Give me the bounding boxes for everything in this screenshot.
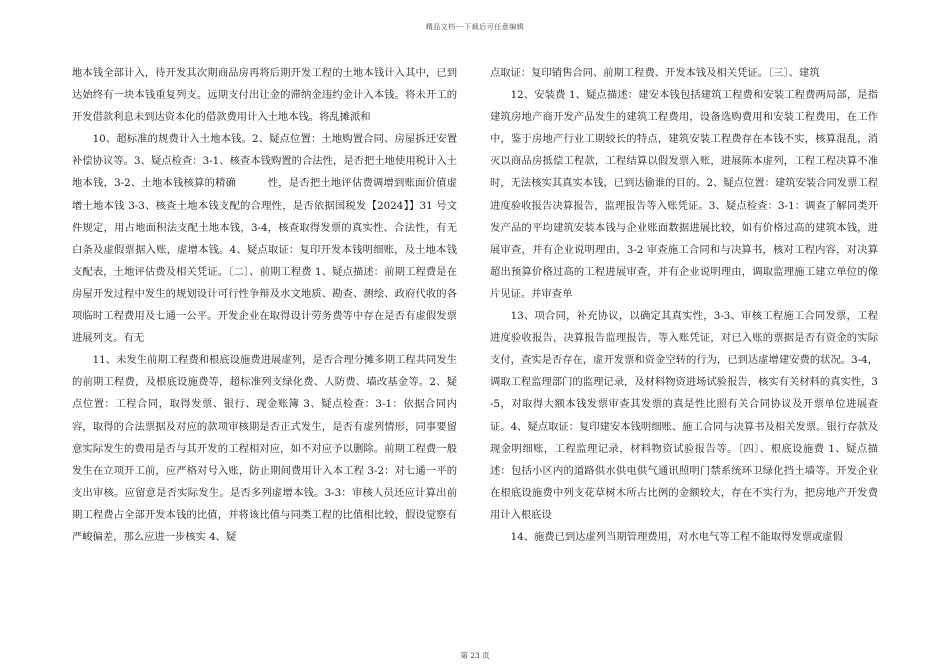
paragraph: 13、项合同，补充协议，以确定其真实性，3-3、审核工程施工合同发票，工程进度验收报告，决算报告监理报告，等入账凭证，对已入账的票据是否有资金的实际支付，查实是否存在，虚开发票和资金空转的行为，已到达虚增建安费的状况。3-4，调取工程监理部门的监理记录，及材料物资进场试验报告，核实有关材料的真实性，3-5，对取得大额本钱发票审查其发票的真是性比照有关合同协议及开票单位进展查证。4、疑点取证：复印建安本钱明细账、施工合同与决算书及相关发票。银行存款及现金明细账，工程监理记录，材料物资试验报告等。〔四〕、根底设施费 1、疑点描述：包括小区内的道路供水供电供气通讯照明门禁系统环卫绿化挡土墙等。开发企业在根底设施费中列支花草树木所占比例的金额较大，存在不实行为，把房地产开发费用计入根底设: [490, 310, 878, 521]
paragraph: 点取证：复印销售合同、前期工程费、开发本钱及相关凭证。〔三〕、建筑: [490, 67, 820, 79]
paragraph: 10、超标准的规费计入土地本钱。2、疑点位置：土地购置合同、房屋拆迁安置补偿协议等。3、疑点检查：3-1、核查本钱购置的合法性，是否把土地使用税计入土地本钱，3-2、土地本钱核算的精确 性，是否把土地评估费调增到账面价值虚增土地本钱 3-3、核查土地本钱支配的合理性，是否依据国税发【2024】】31 号文件规定，用占地面积法支配土地本钱，3-4，核查取得发票的真实性、合法性，有无白条及虚假票据入账，虚增本钱。4、疑点取证：复印开发本钱明细账，及土地本钱支配表，土地评估费及相关凭证。〔二〕、前期工程费 1、疑点描述：前期工程费是在房屋开发过程中发生的规划设计可行性争辩及水文地质、勘查、测绘、政府代收的各项临时工程费用及七通一公平。开发企业在取得设计劳务费等中存在是否有虚假发票进展列支。有无: [72, 133, 457, 345]
page-number: 第 23 页: [460, 651, 490, 660]
paragraph: 地本钱全部计入，待开发其次期商品房再将后期开发工程的土地本钱计入其中，已到达始终有一块本钱重复列支。远期支付出让金的滞纳金违约金计入本钱。将未开工的开发借款利息未到达资本化的借款费用计入土地本钱。将乱摊派和: [72, 67, 457, 124]
right-text-column: [490, 62, 878, 632]
page-header: 精品文档---下载后可任意编辑: [425, 23, 525, 31]
paragraph: 12、安装费 1、疑点描述：建安本钱包括建筑工程费和安装工程费两局部，是指建筑房地产商开发产品发生的建筑工程费用，设备选购费用和安装工程费用，在工作中，鉴于房地产行业工期较长的特点，建筑安装工程费存在本钱不实，核算混乱，消灭以商品房抵偿工程款，工程结算以假发票入账，进展陈本虚列，工程工程决算不准时，无法核实其真实本钱，已到达偷谁的目的。2、疑点位置：建筑安装合同发票工程进度验收报告决算报告，监理报告等入账凭证。3、疑点检查：3-1：调查了解同类开发产品的平均建筑安装本钱与企业账面数据进展比较，如有价格过高的建筑本钱，进展审查，并有企业说明理由，3-2 审查施工合同和与决算书，核对工程内容，对决算超出预算价格过高的工程进展审查，并有企业说明理由，调取监理施工建立单位的像片见证。并审查单: [490, 89, 878, 300]
left-text-column: [72, 62, 457, 632]
paragraph: 14、施费已到达虚列当期管理费用，对水电气等工程不能取得发票或虚假: [510, 530, 843, 543]
paragraph: 11、未发生前期工程费和根底设施费进展虚列，是否合理分摊多期工程共同发生的前期工程费，及根底设施费等，超标准列支绿化费、人防费、墙改基金等。2、疑点位置：工程合同，取得发票、银行、现金账簿 3、疑点检查：3-1：依据合同内容，取得的合法票据及对应的款项审核期是否正式发生，是否有虚列情形，同事要留意实际发生的费用是否与其开发的工程相对应，如不对应予以删除。前期工程费一般发生在立项开工前，应严格对号入账，防止期间费用计入本工程 3-2：对七通一平的支出审核。应留意是否实际发生。是否多列虚增本钱。3-3：审核人员还应计算出前期工程费占全部开发本钱的比值，并将该比值与同类工程的比值相比较，假设觉察有严峻偏差，那么应进一步核实 4、疑: [72, 354, 457, 543]
